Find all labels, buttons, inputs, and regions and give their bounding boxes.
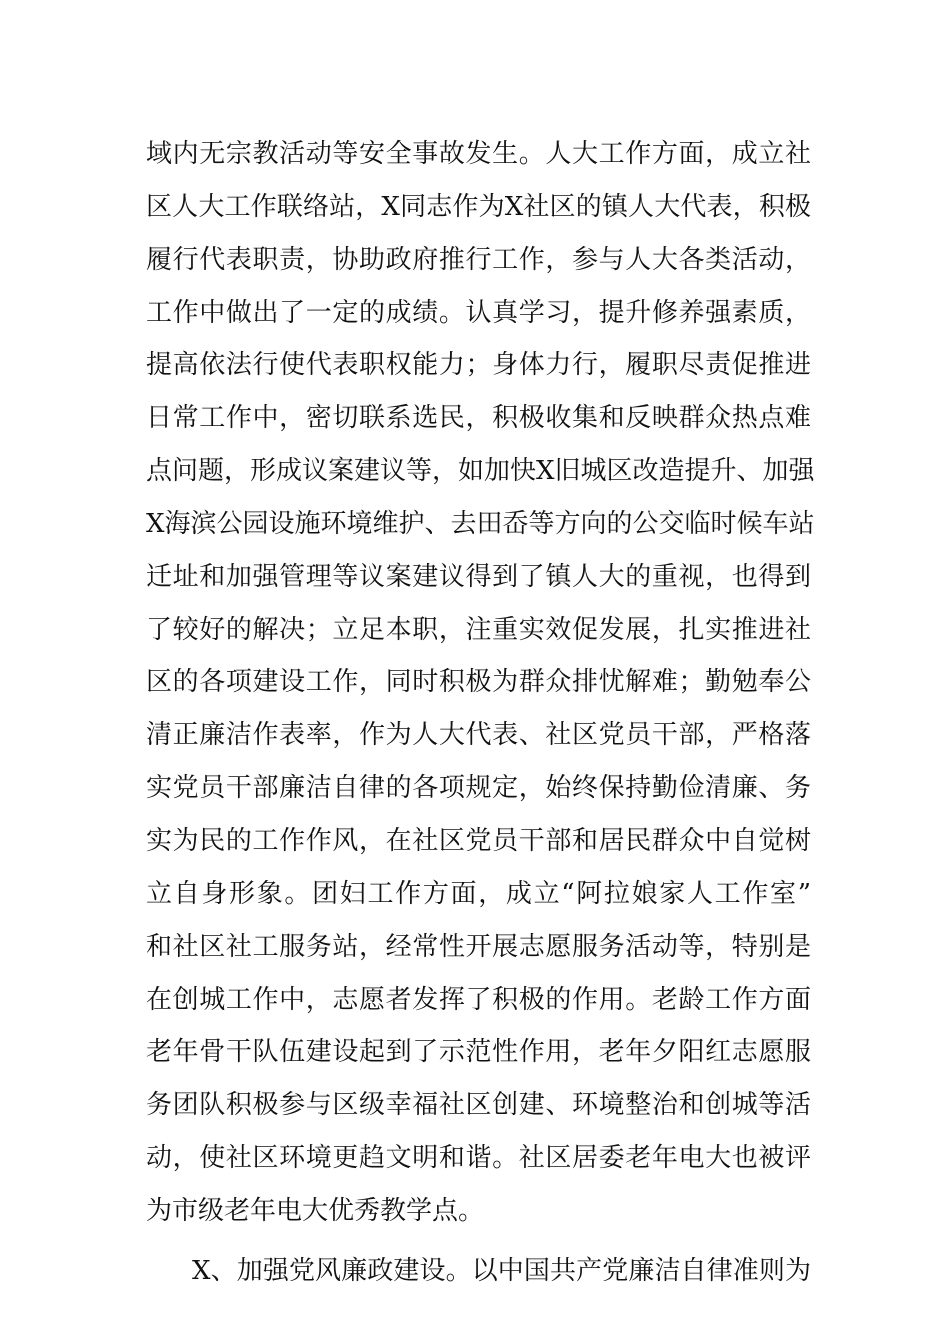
text-line: 立自身形象。团妇工作方面，成立“阿拉娘家人工作室”	[146, 878, 811, 909]
text-line: 实党员干部廉洁自律的各项规定，始终保持勤俭清廉、务	[146, 773, 811, 804]
text-line: 在创城工作中，志愿者发挥了积极的作用。老龄工作方面	[146, 984, 811, 1015]
text-line: 工作中做出了一定的成绩。认真学习，提升修养强素质，	[146, 297, 811, 328]
paragraph	[146, 128, 815, 1238]
text-line: 了较好的解决；立足本职，注重实效促发展，扎实推进社	[146, 614, 811, 645]
text-line: 动，使社区环境更趋文明和谐。社区居委老年电大也被评	[146, 1143, 811, 1174]
text-line: 域内无宗教活动等安全事故发生。人大工作方面，成立社	[146, 139, 811, 169]
text-line: 日常工作中，密切联系选民，积极收集和反映群众热点难	[146, 403, 811, 434]
text-line: 为市级老年电大优秀教学点。	[146, 1195, 485, 1226]
text-line: 区人大工作联络站，X同志作为X社区的镇人大代表，积极	[146, 191, 811, 222]
paragraph	[146, 1245, 811, 1298]
text-line: 提高依法行使代表职权能力；身体力行，履职尽责促推进	[146, 350, 811, 381]
text-line: 履行代表职责，协助政府推行工作，参与人大各类活动，	[146, 244, 811, 275]
text-line: 清正廉洁作表率，作为人大代表、社区党员干部，严格落	[146, 720, 811, 751]
text-line: 区的各项建设工作，同时积极为群众排忧解难；勤勉奉公	[146, 667, 811, 698]
text-line: 实为民的工作作风，在社区党员干部和居民群众中自觉树	[146, 825, 811, 856]
text-line: 老年骨干队伍建设起到了示范性作用，老年夕阳红志愿服	[146, 1037, 811, 1068]
text-line: 务团队积极参与区级幸福社区创建、环境整治和创城等活	[146, 1090, 811, 1121]
text-line: 和社区社工服务站，经常性开展志愿服务活动等，特别是	[146, 931, 811, 962]
text-line: X海滨公园设施环境维护、去田岙等方向的公交临时候车站	[146, 508, 815, 539]
text-line: 迁址和加强管理等议案建议得到了镇人大的重视，也得到	[146, 561, 811, 592]
paragraph-gap	[146, 1238, 811, 1245]
text-line: X、加强党风廉政建设。以中国共产党廉洁自律准则为	[192, 1255, 811, 1286]
body-text	[146, 128, 815, 1298]
text-line: 点问题，形成议案建议等，如加快X旧城区改造提升、加强	[146, 456, 815, 487]
